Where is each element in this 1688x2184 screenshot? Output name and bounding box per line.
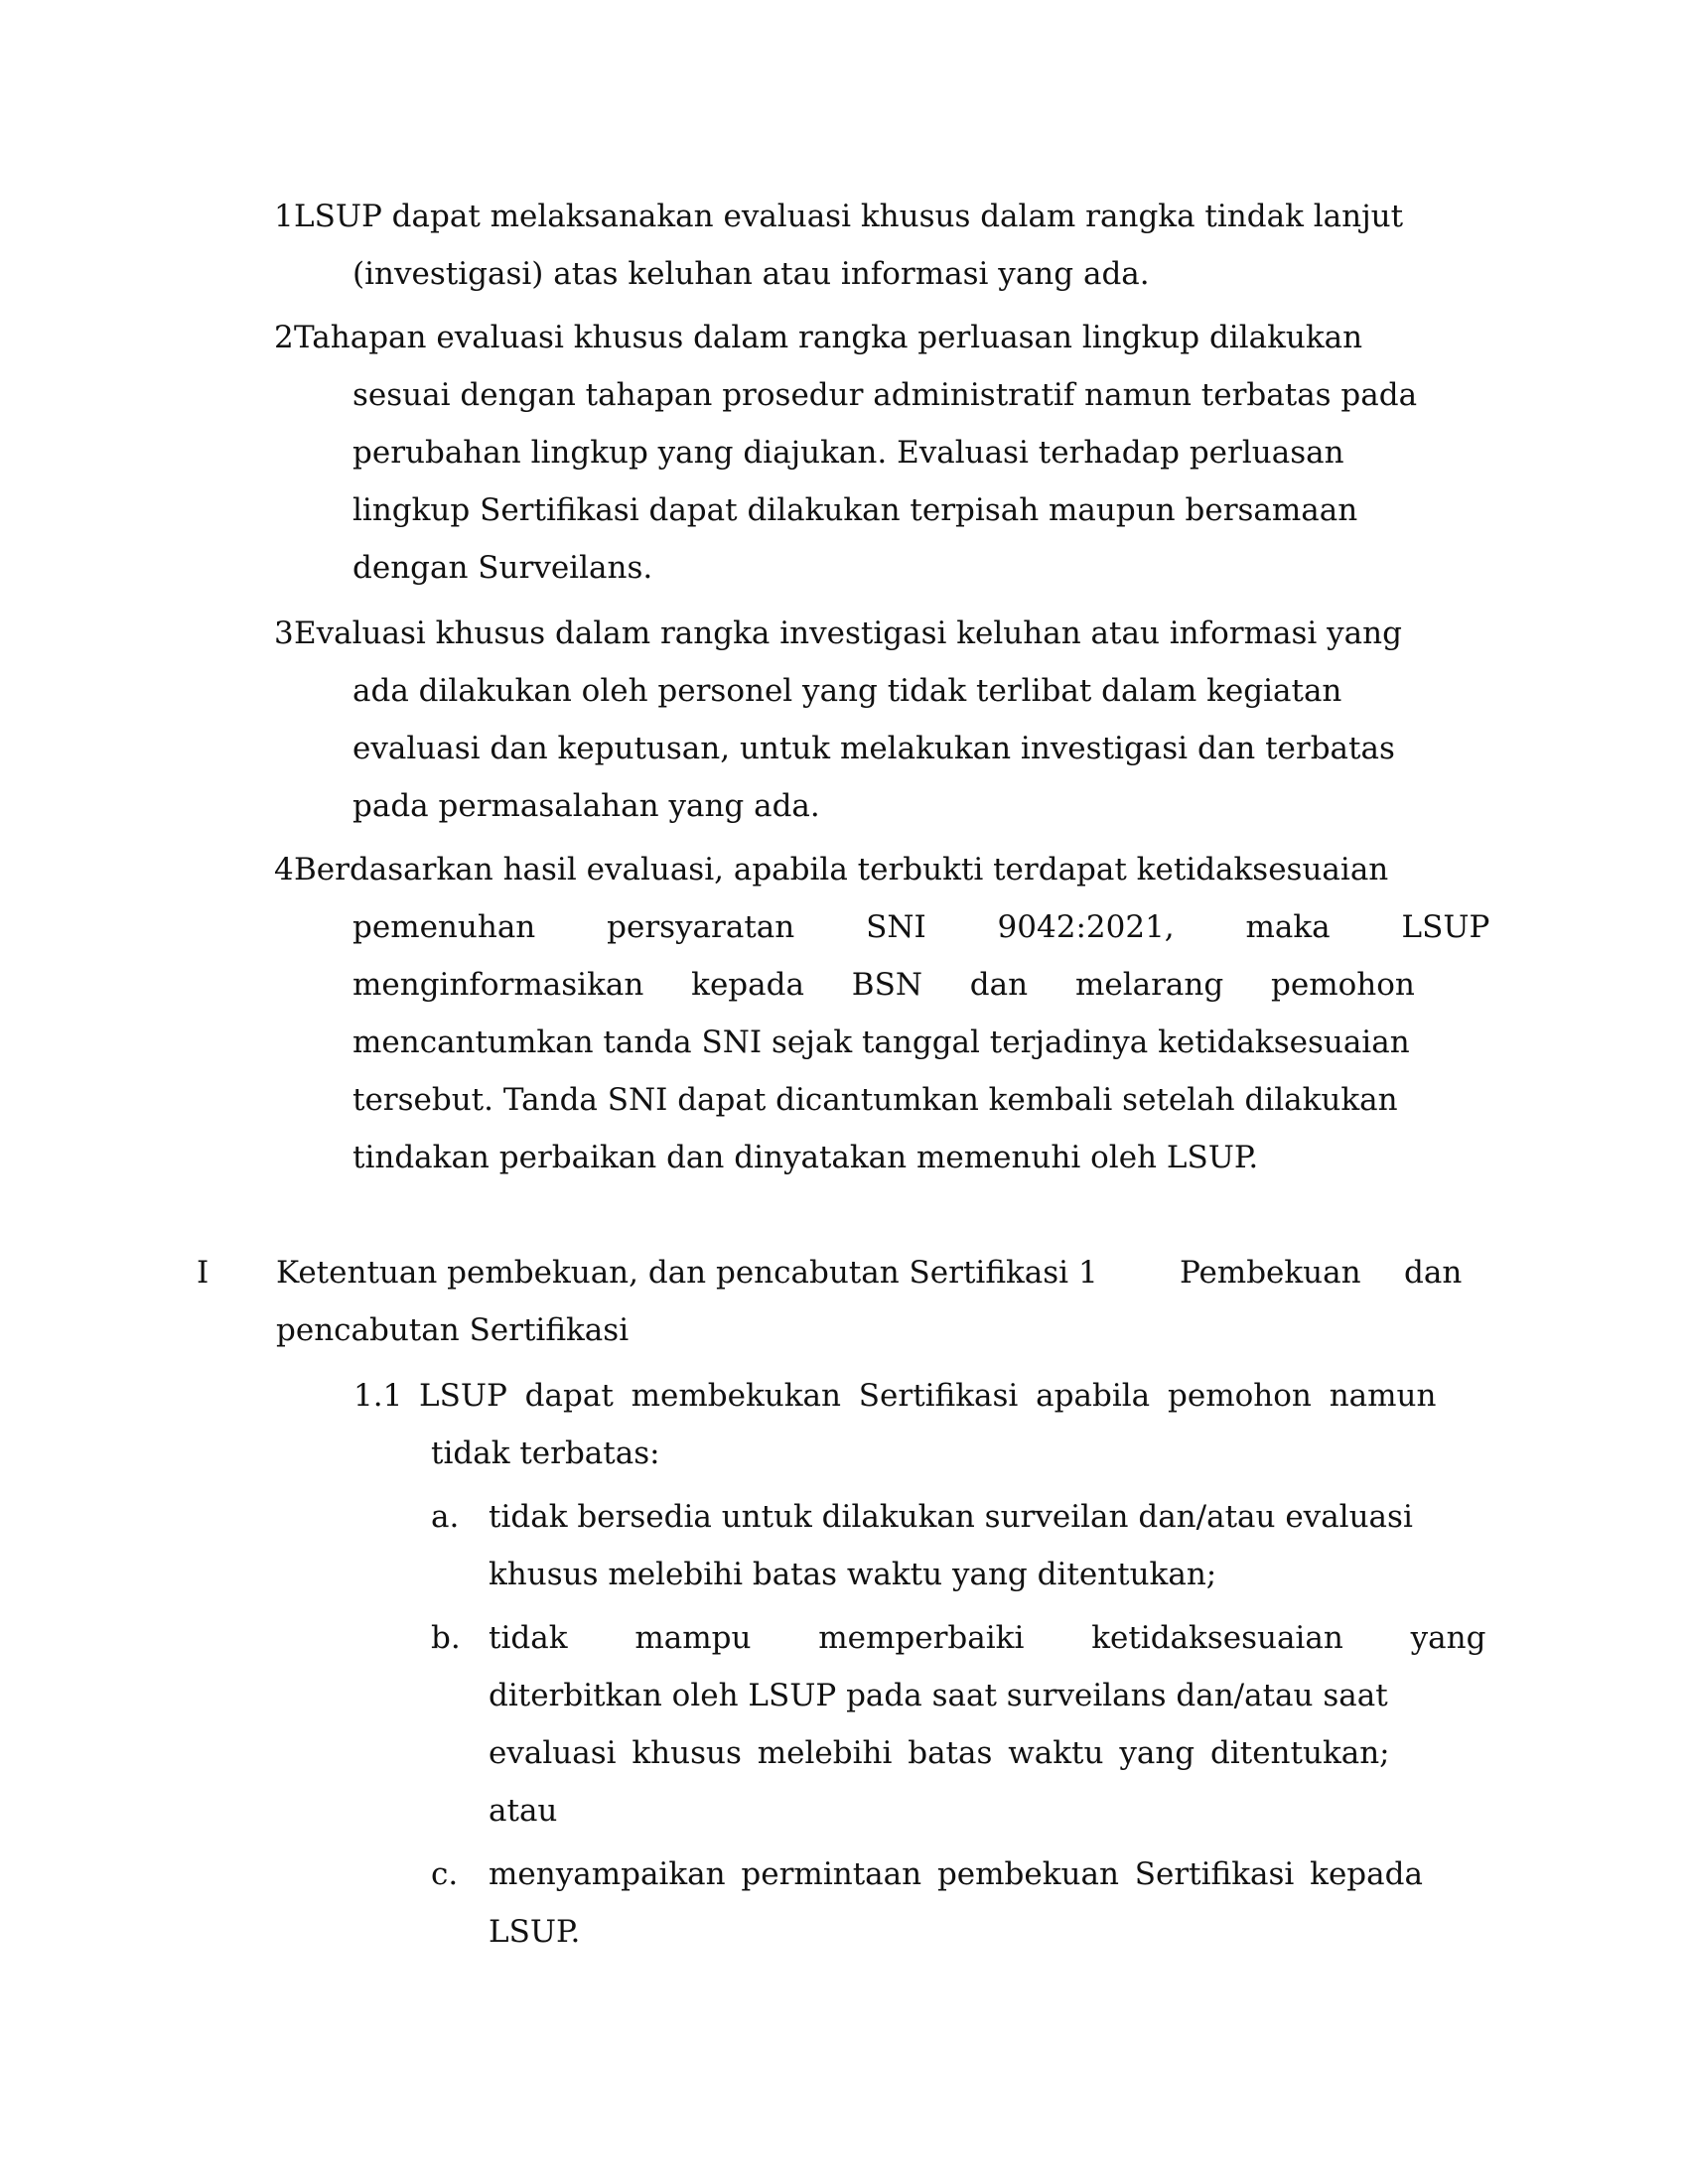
item-line: pada permasalahan yang ada. <box>352 788 820 824</box>
item-line: tersebut. Tanda SNI dapat dicantumkan kembali setelah dilakukan <box>352 1082 1398 1118</box>
subitem-line: khusus melebihi batas waktu yang ditentukan; <box>489 1557 1217 1592</box>
item-number: 2 <box>274 320 294 355</box>
section-heading-word: dan <box>1404 1255 1463 1291</box>
section-heading: Ketentuan pembekuan, dan pencabutan Sertifikasi 1 <box>276 1255 1098 1291</box>
subitem-line: LSUP. <box>489 1914 581 1950</box>
item-line: perubahan lingkup yang diajukan. Evaluasi terhadap perluasan <box>352 435 1344 471</box>
item-line: ada dilakukan oleh personel yang tidak terlibat dalam kegiatan <box>352 673 1342 709</box>
subitem-label-c: c. <box>431 1856 459 1892</box>
subitem-line: tidak mampu memperbaiki ketidaksesuaian yang <box>489 1620 1486 1656</box>
item-line: pemenuhan persyaratan SNI 9042:2021, maka LSUP <box>352 909 1490 945</box>
subsection-number: 1.1 <box>353 1378 403 1414</box>
item-line: mencantumkan tanda SNI sejak tanggal terjadinya ketidaksesuaian <box>352 1024 1410 1060</box>
item-line: Berdasarkan hasil evaluasi, apabila terbukti terdapat ketidaksesuaian <box>294 852 1389 887</box>
subitem-line: menyampaikan permintaan pembekuan Sertifikasi kepada <box>489 1856 1423 1892</box>
item-line: (investigasi) atas keluhan atau informasi yang ada. <box>352 256 1150 292</box>
subitem-line: tidak bersedia untuk dilakukan surveilan dan/atau evaluasi <box>489 1499 1413 1535</box>
item-line: Evaluasi khusus dalam rangka investigasi keluhan atau informasi yang <box>294 615 1402 651</box>
item-line: menginformasikan kepada BSN dan melarang pemohon <box>352 967 1415 1003</box>
item-line: evaluasi dan keputusan, untuk melakukan investigasi dan terbatas <box>352 731 1395 766</box>
item-number: 1 <box>274 199 294 234</box>
subitem-label-b: b. <box>431 1620 461 1656</box>
subitem-line: atau <box>489 1793 558 1829</box>
section-heading-word: Pembekuan <box>1180 1255 1361 1291</box>
subitem-line: diterbitkan oleh LSUP pada saat surveilans dan/atau saat <box>489 1678 1388 1713</box>
subsection-line: tidak terbatas: <box>431 1435 660 1471</box>
item-number: 3 <box>274 615 294 651</box>
item-number: 4 <box>274 852 294 887</box>
item-line: lingkup Sertifikasi dapat dilakukan terpisah maupun bersamaan <box>352 492 1358 528</box>
item-line: LSUP dapat melaksanakan evaluasi khusus dalam rangka tindak lanjut <box>294 199 1404 234</box>
subitem-line: evaluasi khusus melebihi batas waktu yang ditentukan; <box>489 1735 1390 1771</box>
subsection-line: LSUP dapat membekukan Sertifikasi apabila pemohon namun <box>419 1378 1437 1414</box>
section-heading-continued: pencabutan Sertifikasi <box>276 1312 630 1348</box>
item-line: sesuai dengan tahapan prosedur administratif namun terbatas pada <box>352 377 1418 413</box>
item-line: Tahapan evaluasi khusus dalam rangka perluasan lingkup dilakukan <box>294 320 1363 355</box>
item-line: tindakan perbaikan dan dinyatakan memenuhi oleh LSUP. <box>352 1140 1259 1175</box>
section-label: I <box>197 1255 210 1291</box>
item-line: dengan Surveilans. <box>352 550 653 586</box>
subitem-label-a: a. <box>431 1499 460 1535</box>
